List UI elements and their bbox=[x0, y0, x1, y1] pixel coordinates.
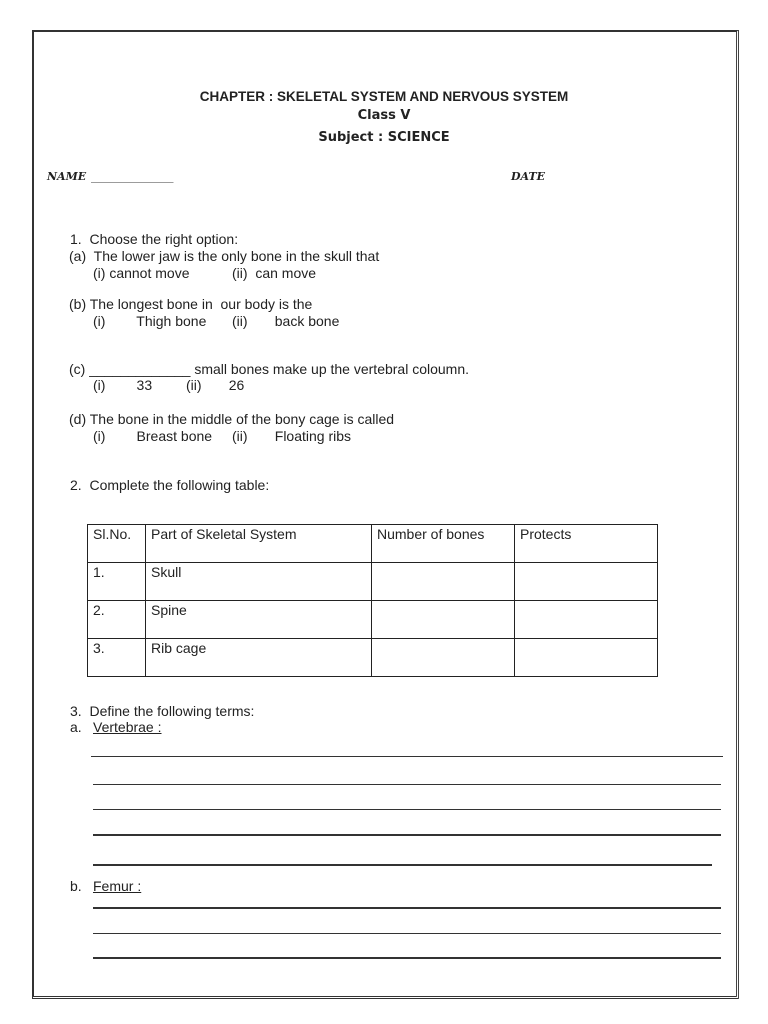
header-cell: Sl.No. bbox=[88, 525, 146, 563]
answer-line[interactable] bbox=[93, 834, 721, 836]
q1b-option-1: (i) Thigh bone bbox=[93, 313, 207, 329]
name-field[interactable]: _______________ bbox=[91, 170, 174, 183]
cell[interactable] bbox=[515, 639, 658, 677]
q1d-option-1: (i) Breast bone bbox=[93, 428, 213, 444]
answer-line[interactable] bbox=[93, 957, 721, 959]
q1b-question: (b) The longest bone in our body is the bbox=[69, 296, 313, 312]
q1a-option-1: (i) cannot move bbox=[93, 265, 190, 281]
q1a-question: (a) The lower jaw is the only bone in the skull that bbox=[69, 248, 380, 264]
q3b-term: Femur : bbox=[93, 878, 142, 894]
answer-line[interactable] bbox=[93, 784, 721, 785]
chapter-title: CHAPTER : SKELETAL SYSTEM AND NERVOUS SYSTEM bbox=[199, 89, 569, 104]
cell[interactable] bbox=[372, 601, 515, 639]
q1c-question: (c) _____________ small bones make up the vertebral coloumn. bbox=[69, 361, 470, 377]
cell: Skull bbox=[146, 563, 372, 601]
table-header-row bbox=[88, 525, 658, 563]
header-cell: Number of bones bbox=[372, 525, 515, 563]
class-label: Class V bbox=[357, 108, 411, 123]
cell: Spine bbox=[146, 601, 372, 639]
q1d-option-2: (ii) Floating ribs bbox=[232, 428, 352, 444]
answer-line[interactable] bbox=[93, 864, 712, 866]
cell: 3. bbox=[88, 639, 146, 677]
answer-line[interactable] bbox=[93, 809, 721, 810]
q3a-number: a. bbox=[70, 719, 82, 735]
cell[interactable] bbox=[515, 563, 658, 601]
header-cell: Part of Skeletal System bbox=[146, 525, 372, 563]
date-label: DATE bbox=[511, 170, 546, 183]
answer-line[interactable] bbox=[93, 933, 721, 934]
q1d-question: (d) The bone in the middle of the bony cage is called bbox=[69, 411, 395, 427]
answer-line[interactable] bbox=[91, 756, 723, 757]
cell[interactable] bbox=[372, 639, 515, 677]
cell[interactable] bbox=[515, 601, 658, 639]
header-cell: Protects bbox=[515, 525, 658, 563]
cell: 2. bbox=[88, 601, 146, 639]
cell: Rib cage bbox=[146, 639, 372, 677]
name-label: NAME bbox=[47, 170, 87, 183]
q1c-option-1: (i) 33 bbox=[93, 377, 153, 393]
skeletal-table bbox=[87, 524, 658, 677]
q2-title: 2. Complete the following table: bbox=[70, 477, 270, 493]
q3b-number: b. bbox=[70, 878, 82, 894]
cell: 1. bbox=[88, 563, 146, 601]
q1-title: 1. Choose the right option: bbox=[70, 231, 239, 247]
table-row bbox=[88, 601, 658, 639]
answer-line[interactable] bbox=[93, 907, 721, 909]
q1b-option-2: (ii) back bone bbox=[232, 313, 340, 329]
q1c-option-2: (ii) 26 bbox=[186, 377, 245, 393]
cell[interactable] bbox=[372, 563, 515, 601]
table-row bbox=[88, 639, 658, 677]
q3a-term: Vertebrae : bbox=[93, 719, 162, 735]
q3-title: 3. Define the following terms: bbox=[70, 703, 255, 719]
subject-label: Subject : SCIENCE bbox=[318, 130, 450, 145]
table-row bbox=[88, 563, 658, 601]
q1a-option-2: (ii) can move bbox=[232, 265, 317, 281]
